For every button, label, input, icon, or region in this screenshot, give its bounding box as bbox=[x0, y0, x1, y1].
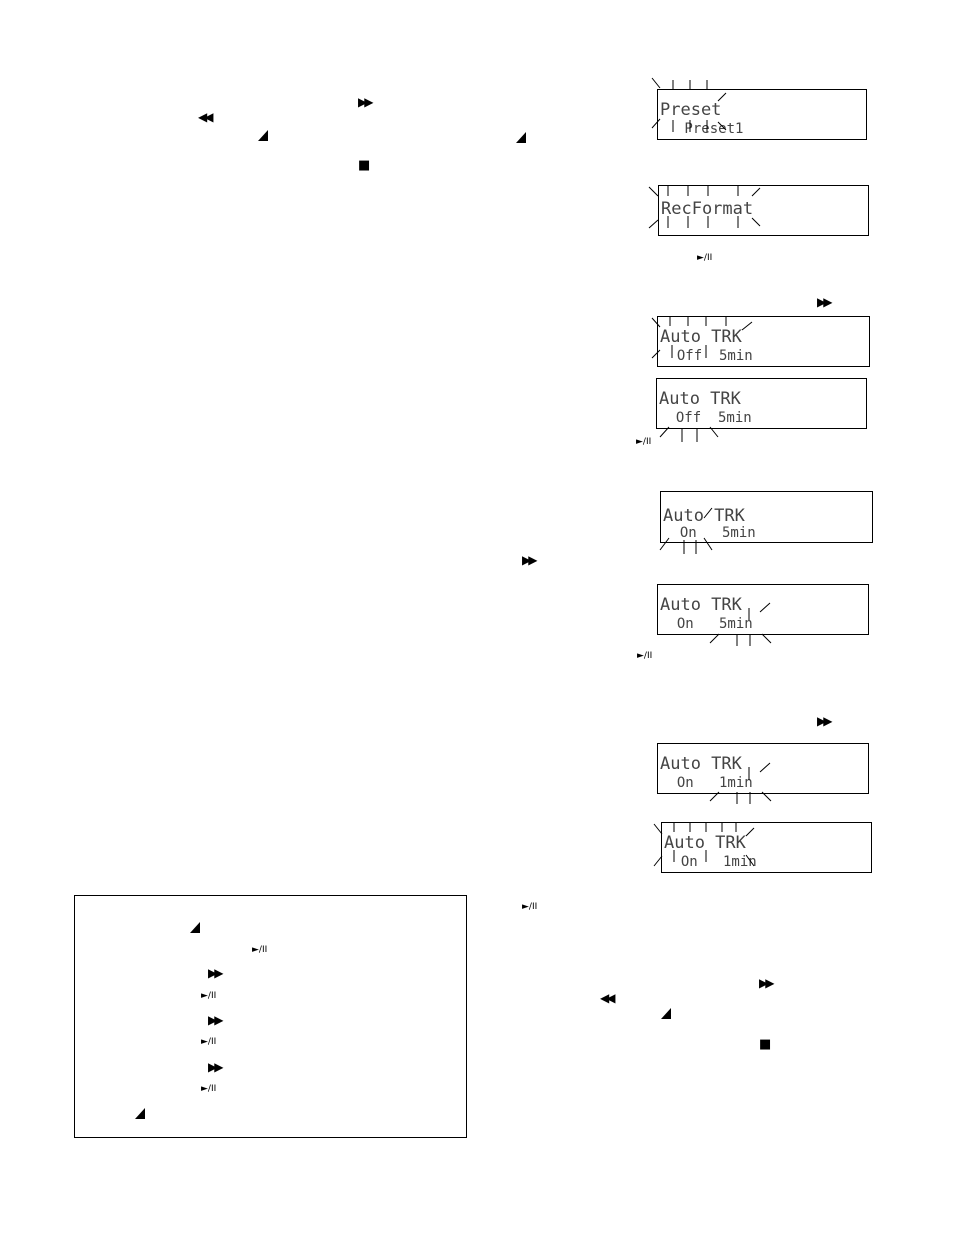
lcd-line-1: Auto TRK bbox=[660, 327, 742, 347]
lcd-display-auto-trk-1min-a bbox=[657, 743, 869, 794]
lcd-line-2: On 1min bbox=[660, 775, 753, 791]
lcd-line-1: RecFormat bbox=[661, 199, 754, 219]
lcd-line-2: Preset1 bbox=[676, 121, 744, 137]
mark-icon bbox=[258, 130, 268, 141]
summary-box bbox=[74, 895, 467, 1138]
mark-icon bbox=[661, 1008, 671, 1019]
stop-icon: ■ bbox=[759, 1037, 772, 1052]
lcd-line-2: Off 5min bbox=[659, 410, 752, 426]
lcd-line-1: Preset bbox=[660, 100, 722, 120]
lcd-display-auto-trk-on-b bbox=[657, 584, 869, 635]
fast-forward-icon: ▶▶ bbox=[817, 714, 830, 728]
lcd-display-auto-trk-1min-b bbox=[661, 822, 872, 873]
lcd-line-2: On 5min bbox=[663, 525, 756, 541]
fast-forward-icon: ▶▶ bbox=[208, 966, 221, 980]
fast-forward-icon: ▶▶ bbox=[817, 295, 830, 309]
play-pause-icon: ►/II bbox=[201, 991, 217, 1001]
stop-icon: ■ bbox=[358, 158, 371, 173]
lcd-line-1: Auto TRK bbox=[659, 389, 741, 409]
play-pause-icon: ►/II bbox=[522, 902, 538, 912]
play-pause-icon: ►/II bbox=[252, 945, 268, 955]
lcd-display-auto-trk-off-b bbox=[656, 378, 867, 429]
lcd-line-2: Off 5min bbox=[660, 348, 753, 364]
play-pause-icon: ►/II bbox=[636, 437, 652, 447]
lcd-line-1: Auto TRK bbox=[663, 506, 745, 526]
rewind-icon: ◀◀ bbox=[600, 991, 613, 1005]
lcd-line-2: On 5min bbox=[660, 616, 753, 632]
fast-forward-icon: ▶▶ bbox=[358, 95, 371, 109]
lcd-display-preset bbox=[657, 89, 867, 140]
play-pause-icon: ►/II bbox=[697, 253, 713, 263]
mark-icon bbox=[516, 132, 526, 143]
lcd-display-auto-trk-off-a bbox=[657, 316, 870, 367]
lcd-display-recformat bbox=[658, 185, 869, 236]
fast-forward-icon: ▶▶ bbox=[759, 976, 772, 990]
play-pause-icon: ►/II bbox=[201, 1084, 217, 1094]
fast-forward-icon: ▶▶ bbox=[208, 1060, 221, 1074]
lcd-line-1: Auto TRK bbox=[664, 833, 746, 853]
lcd-line-1: Auto TRK bbox=[660, 595, 742, 615]
lcd-line-1: Auto TRK bbox=[660, 754, 742, 774]
mark-icon bbox=[135, 1108, 145, 1119]
lcd-line-2: On 1min bbox=[664, 854, 757, 870]
fast-forward-icon: ▶▶ bbox=[208, 1013, 221, 1027]
mark-icon bbox=[190, 922, 200, 933]
play-pause-icon: ►/II bbox=[201, 1037, 217, 1047]
play-pause-icon: ►/II bbox=[637, 651, 653, 661]
fast-forward-icon: ▶▶ bbox=[522, 553, 535, 567]
rewind-icon: ◀◀ bbox=[198, 110, 211, 124]
lcd-display-auto-trk-on-a bbox=[660, 491, 873, 543]
